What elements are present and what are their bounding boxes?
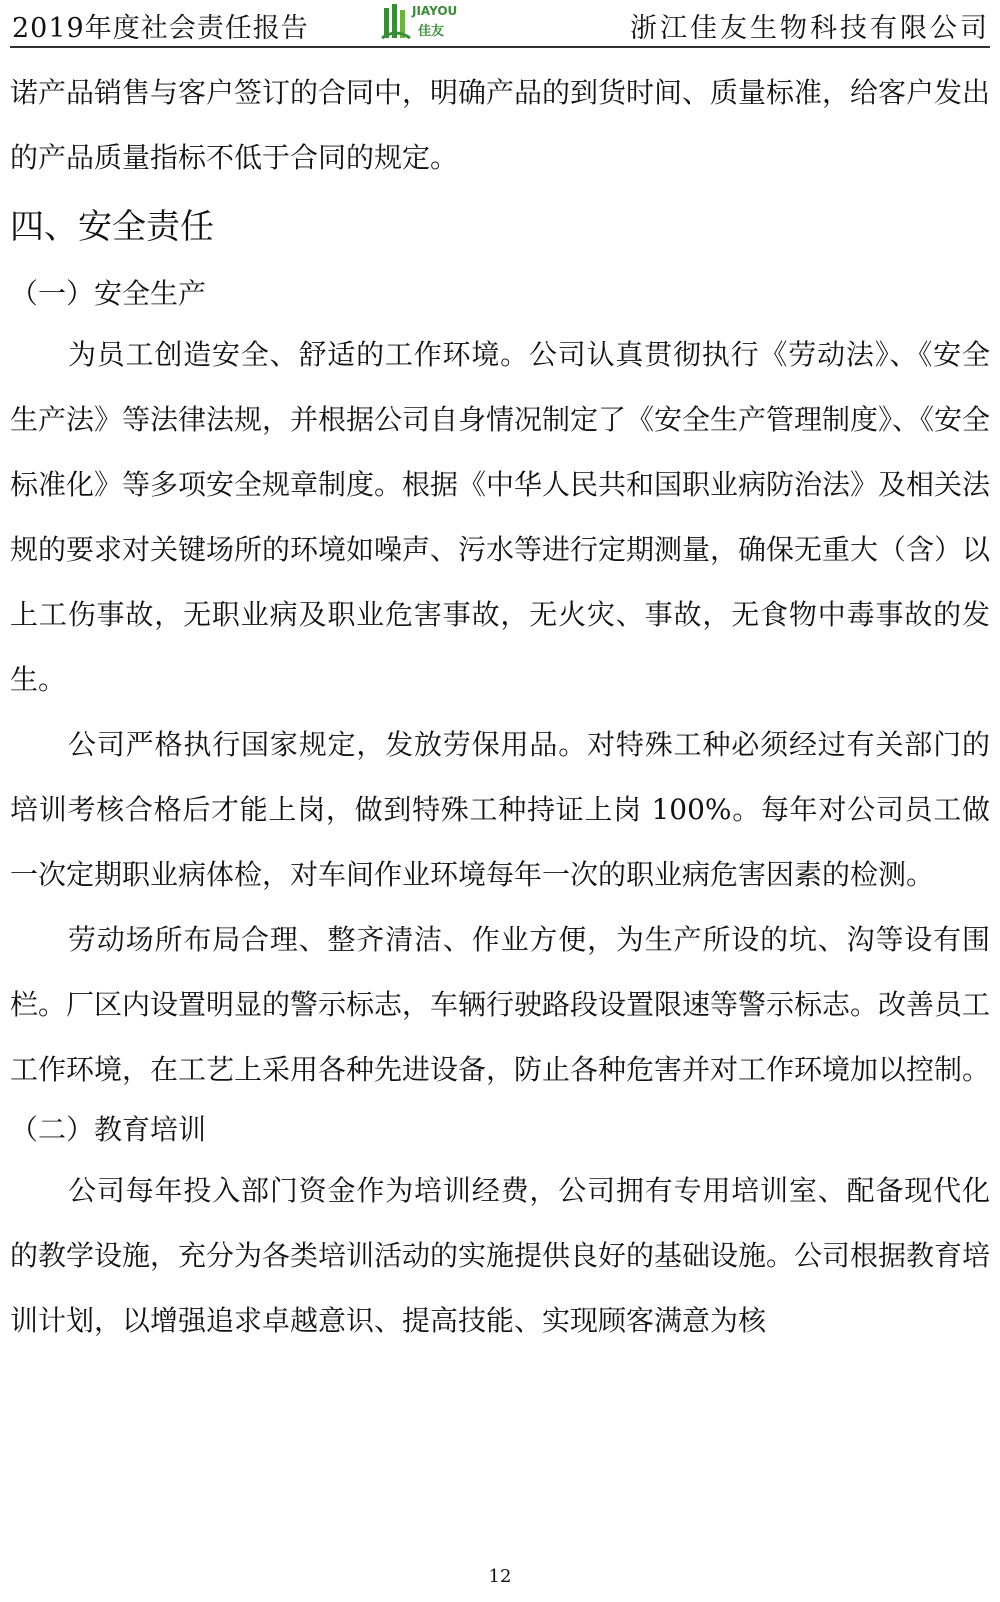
paragraph-workplace-layout: 劳动场所布局合理、整齐清洁、作业方便，为生产所设的坑、沟等设有围栏。厂区内设置明显的警示标志，车辆行驶路段设置限速等警示标志。改善员工工作环境，在工艺上采用各种先进设备，防止各种危害并对工作环境加以控制。 xyxy=(10,923,991,1086)
logo-text-cn: 佳友 xyxy=(418,24,445,39)
logo-text-en: JIAYOU xyxy=(412,4,458,18)
company-logo xyxy=(380,2,460,42)
subsection-heading-training: （二）教育培训 xyxy=(10,1113,207,1146)
paragraph-continued: 诺产品销售与客户签订的合同中，明确产品的到货时间、质量标准，给客户发出的产品质量指标不低于合同的规定。 xyxy=(10,76,991,174)
paragraph-labor-protection: 公司严格执行国家规定，发放劳保用品。对特殊工种必须经过有关部门的培训考核合格后才能上岗，做到特殊工种持证上岗 100%。每年对公司员工做一次定期职业病体检，对车间作业环境每年一次的职业病危害因素的检测。 xyxy=(10,728,990,891)
paragraph-work-environment: 为员工创造安全、舒适的工作环境。公司认真贯彻执行《劳动法》、《安全生产法》等法律法规，并根据公司自身情况制定了《安全生产管理制度》、《安全标准化》等多项安全规章制度。根据《中华人民共和国职业病防治法》及相关法规的要求对关键场所的环境如噪声、污水等进行定期测量，确保无重大（含）以上工伤事故，无职业病及职业危害事故，无火灾、事故，无食物中毒事故的发生。 xyxy=(10,338,991,696)
subsection-heading-safe-production: （一）安全生产 xyxy=(10,277,207,310)
header-divider xyxy=(10,46,990,48)
paragraph-training-investment: 公司每年投入部门资金作为培训经费，公司拥有专用培训室、配备现代化的教学设施，充分为各类培训活动的实施提供良好的基础设施。公司根据教育培训计划，以增强追求卓越意识、提高技能、实现顾客满意为核 xyxy=(10,1174,991,1337)
page-body xyxy=(10,60,990,1353)
leaf-logo-icon xyxy=(380,2,412,42)
section-heading-safety: 四、安全责任 xyxy=(10,207,214,247)
page-number: 12 xyxy=(488,1566,512,1587)
company-name: 浙江佳友生物科技有限公司 xyxy=(630,13,990,44)
report-title: 2019年度社会责任报告 xyxy=(12,13,309,44)
page-header xyxy=(10,0,990,46)
